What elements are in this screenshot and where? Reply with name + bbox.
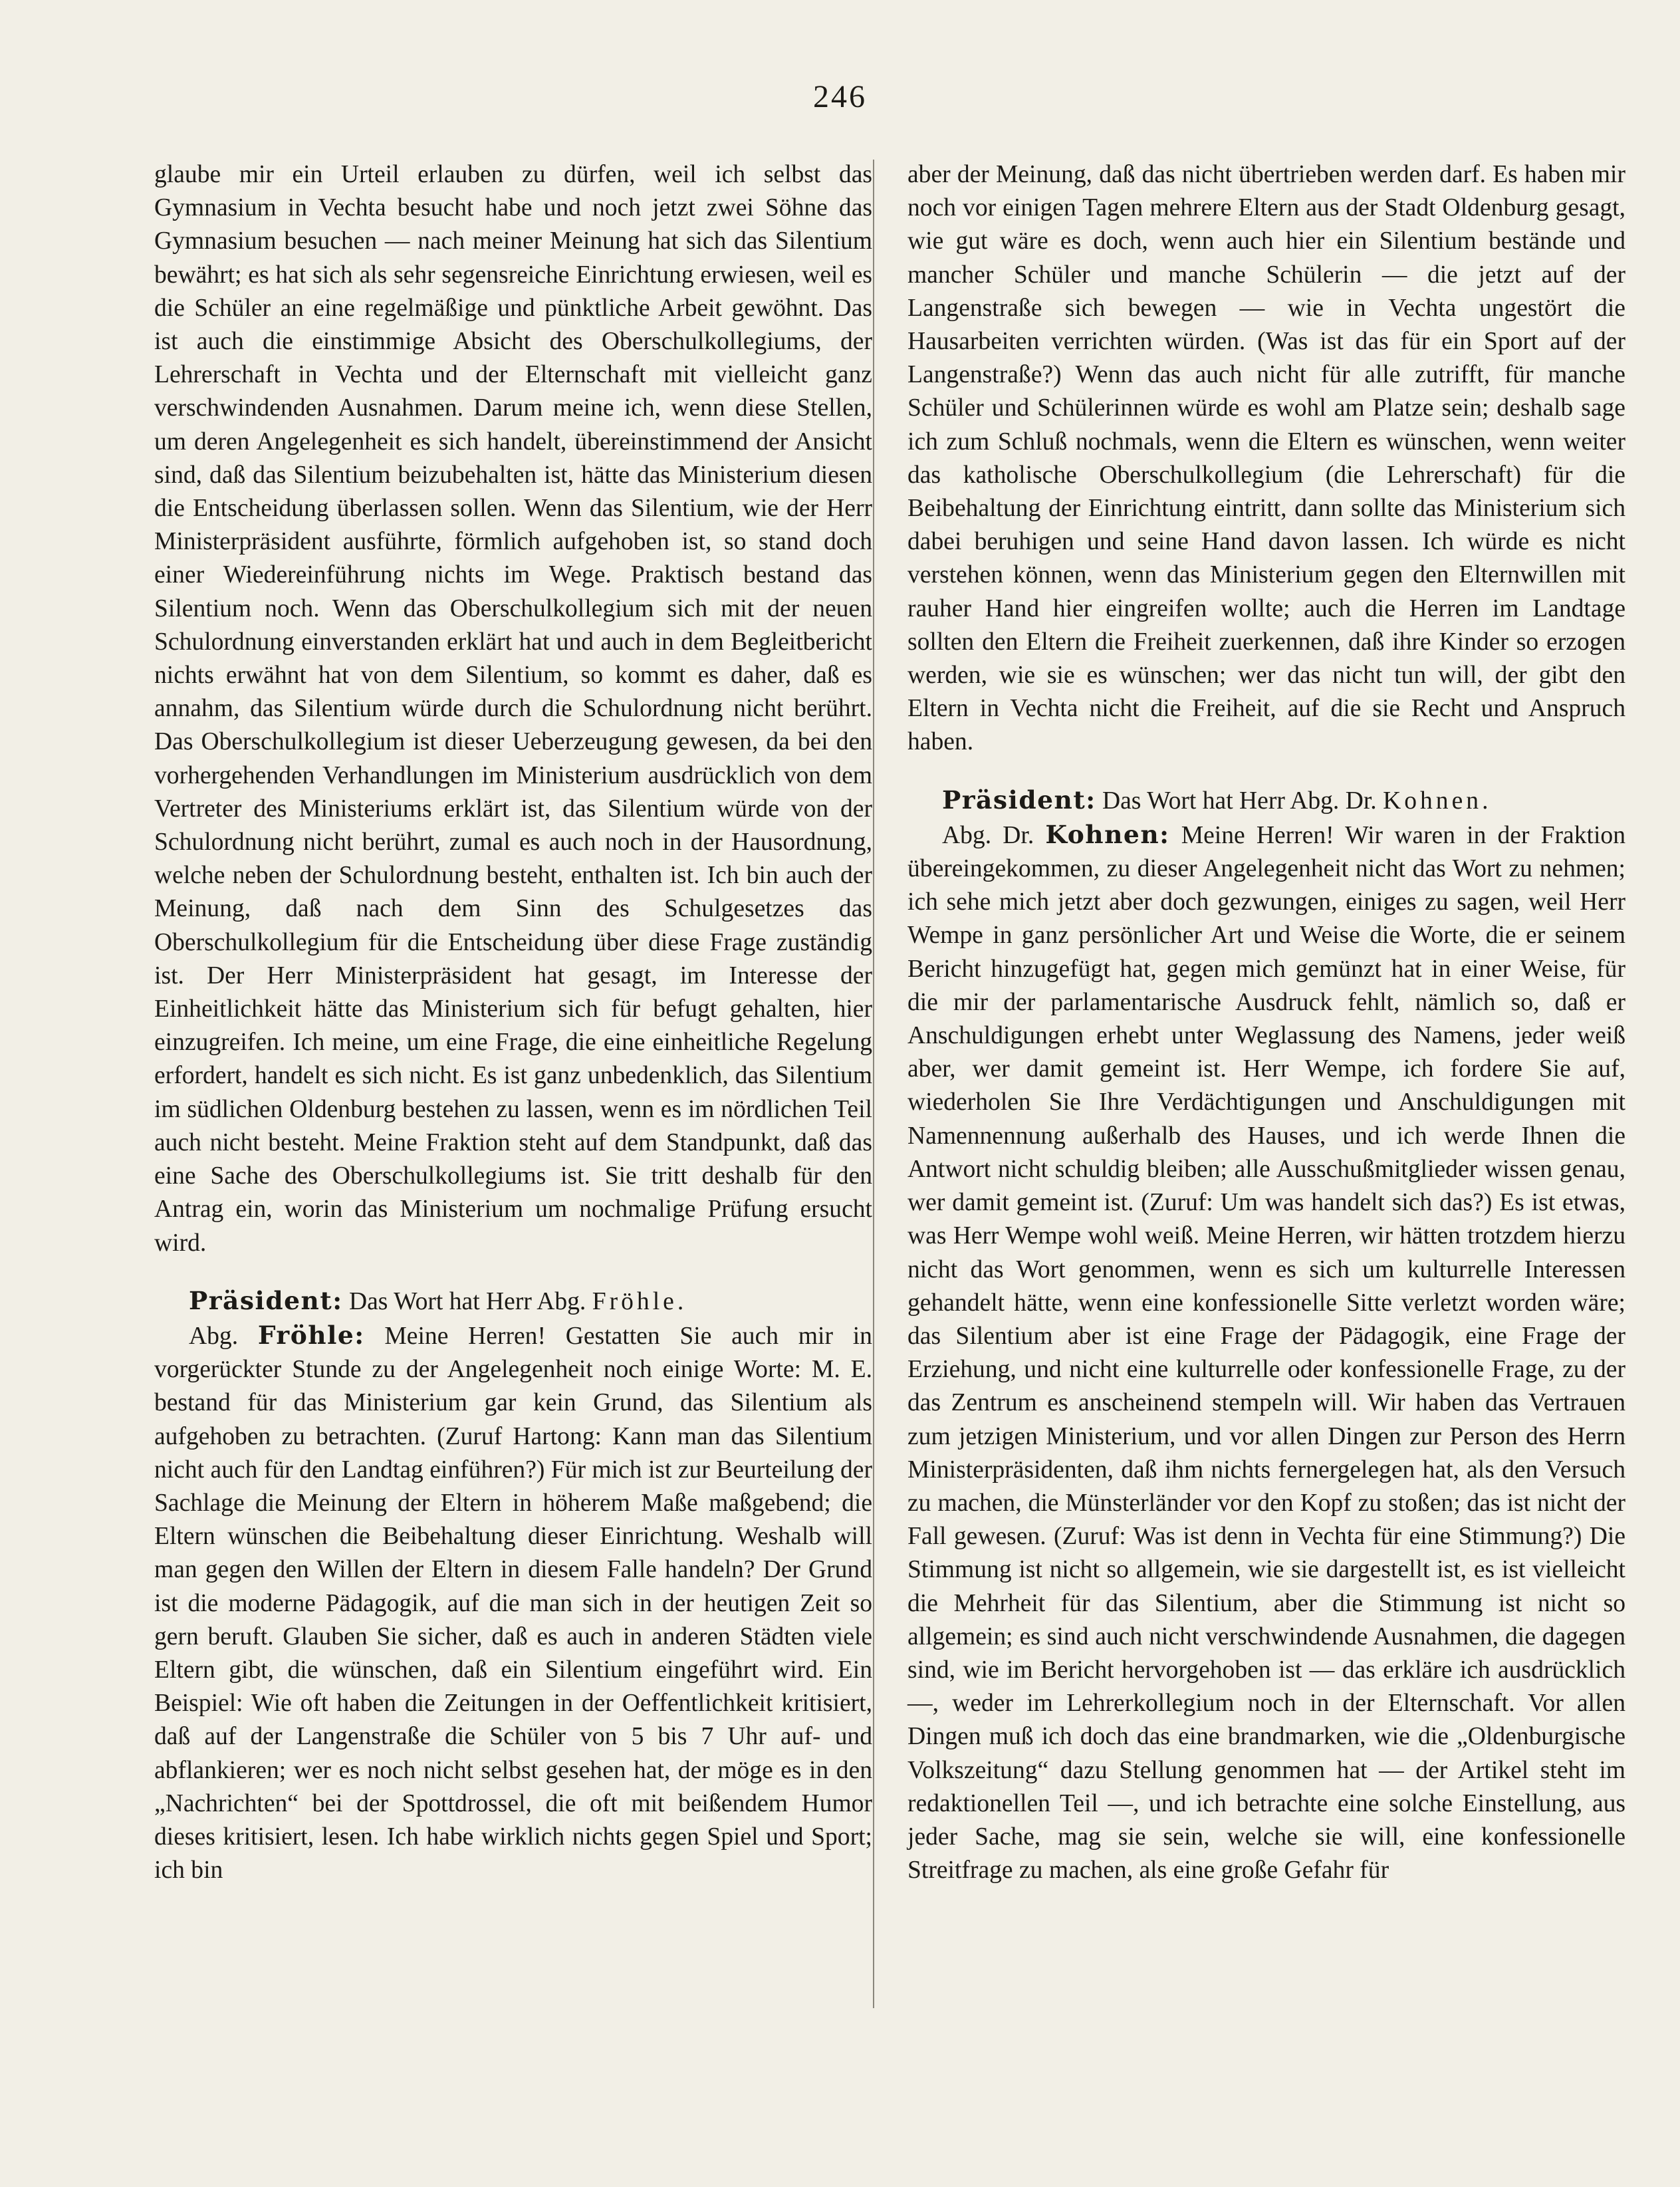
speaker-name: Kohnen. <box>1383 787 1492 815</box>
column-divider <box>873 160 874 2008</box>
paragraph-right-1: aber der Meinung, daß das nicht übertrieben werden darf. Es haben mir noch vor einigen Tagen mehrere Eltern aus der Stadt Oldenburg gesagt, wie gut wäre es doch, wenn auch hier ein Silentium bestände und mancher Schüler und manche Schülerin — die jetzt auf der Langenstraße sich bewegen — wie in Vechta ungestört die Hausarbeiten verrichten würden. (Was ist das für ein Sport auf der Langenstraße?) Wenn das auch nicht für alle zutrifft, für manche Schüler und Schülerinnen würde es wohl am Platze sein; deshalb sage ich zum Schluß nochmals, wenn die Eltern es wünschen, wenn weiter das katholische Oberschulkollegium (die Lehrerschaft) für die Beibehaltung der Einrichtung eintritt, dann sollte das Ministerium sich dabei beruhigen und seine Hand davon lassen. Ich würde es nicht verstehen können, wenn das Ministerium gegen den Elternwillen mit rauher Hand hier eingreifen wollte; auch die Herren im Landtage sollten den Eltern die Freiheit zuerkennen, daß ihre Kinder so erzogen werden, wie sie es wünschen; wer das nicht tun will, der gibt den Eltern in Vechta nicht die Freiheit, auf die sie Recht und Anspruch haben. <box>907 161 1625 756</box>
speaker-prefix: Abg. Dr. <box>942 821 1034 849</box>
paragraph-left-1: glaube mir ein Urteil erlauben zu dürfen, weil ich selbst das Gymnasium in Vechta besucht habe und noch jetzt zwei Söhne das Gymnasium besuchen — nach meiner Meinung hat sich das Silentium bewährt; es hat sich als sehr segensreiche Einrichtung erwiesen, weil es die Schüler an eine regelmäßige und pünktliche Arbeit gewöhnt. Das ist auch die einstimmige Absicht des Oberschulkollegiums, der Lehrerschaft in Vechta und der Elternschaft mit vielleicht ganz verschwindenden Ausnahmen. Darum meine ich, wenn diese Stellen, um deren Angelegenheit es sich handelt, übereinstimmend der Ansicht sind, daß das Silentium beizubehalten ist, hätte das Ministerium diesen die Entscheidung überlassen sollen. Wenn das Silentium, wie der Herr Ministerpräsident ausführte, förmlich aufgehoben ist, so stand doch einer Wiedereinführung nichts im Wege. Praktisch bestand das Silentium noch. Wenn das Oberschulkollegium sich mit der neuen Schulordnung einverstanden erklärt hat und auch in dem Begleitbericht nichts erwähnt hat von dem Silentium, so kommt es daher, daß es annahm, das Silentium würde durch die Schulordnung nicht berührt. Das Oberschulkollegium ist dieser Ueberzeugung gewesen, da bei den vorhergehenden Verhandlungen im Ministerium ausdrücklich von dem Vertreter des Ministeriums erklärt ist, das Silentium würde von der Schulordnung nicht berührt, zumal es auch noch in der Hausordnung, welche neben der Schulordnung besteht, enthalten ist. Ich bin auch der Meinung, daß nach dem Sinn des Schulgesetzes das Oberschulkollegium für die Entscheidung über diese Frage zuständig ist. Der Herr Ministerpräsident hat gesagt, im Interesse der Einheitlichkeit hätte das Ministerium sich für befugt gehalten, hier einzugreifen. Ich meine, um eine Frage, die eine einheitliche Regelung erfordert, handelt es sich nicht. Es ist ganz unbedenklich, das Silentium im südlichen Oldenburg bestehen zu lassen, wenn es im nördlichen Teil auch nicht besteht. Meine Fraktion steht auf dem Standpunkt, daß das eine Sache des Oberschulkollegiums ist. Sie tritt deshalb für den Antrag ein, worin das Ministerium um nochmalige Prüfung ersucht wird. <box>154 161 872 1257</box>
page-number: 246 <box>813 79 867 114</box>
speech-text: Das Wort hat Herr Abg. <box>348 1287 586 1315</box>
paragraph-left-2 <box>154 1284 872 1319</box>
paragraph-left-3 <box>154 1319 872 1887</box>
paragraph-right-3 <box>907 818 1625 1888</box>
right-column <box>907 158 1625 1887</box>
speech-text: Meine Herren! Gestatten Sie auch mir in vorgerückter Stunde zu der Angelegenheit noch einige Worte: M. E. bestand für das Ministerium gar kein Grund, das Silentium als aufgehoben zu betrachten. (Zuruf Hartong: Kann man das Silentium nicht auch für den Landtag einführen?) Für mich ist zur Beurteilung der Sachlage die Meinung der Eltern in höherem Maße maßgebend; die Eltern wünschen die Beibehaltung dieser Einrichtung. Weshalb will man gegen den Willen der Eltern in diesem Falle handeln? Der Grund ist die moderne Pädagogik, auf die man sich in der heutigen Zeit so gern beruft. Glauben Sie sicher, daß es auch in anderen Städten viele Eltern gibt, die wünschen, daß ein Silentium eingeführt wird. Ein Beispiel: Wie oft haben die Zeitungen in der Oeffentlichkeit kritisiert, daß auf der Langenstraße die Schüler von 5 bis 7 Uhr auf- und abflankieren; wer es noch nicht selbst gesehen hat, der möge es in den „Nachrichten“ bei der Spottdrossel, die oft mit beißendem Humor dieses kritisiert, lesen. Ich habe wirklich nichts gegen Spiel und Sport; ich bin <box>154 1322 873 1884</box>
paragraph-right-2 <box>907 783 1625 818</box>
speaker-prefix: Abg. <box>189 1322 239 1350</box>
speaker-name: Fröhle. <box>592 1287 687 1315</box>
speaker-label: Fröhle: <box>257 1320 365 1350</box>
speaker-label: Präsident: <box>189 1285 343 1315</box>
speaker-label: Präsident: <box>942 785 1096 815</box>
left-column <box>154 158 872 1887</box>
speaker-label: Kohnen: <box>1045 819 1170 849</box>
speech-text: Das Wort hat Herr Abg. Dr. <box>1102 787 1377 815</box>
speech-text: Meine Herren! Wir waren in der Fraktion übereingekommen, zu dieser Angelegenheit nicht das Wort zu nehmen; ich sehe mich jetzt aber doch gezwungen, einiges zu sagen, weil Herr Wempe in ganz persönlicher Art und Weise die Worte, die er seinem Bericht hinzugefügt hat, gegen mich gemünzt hat in einer Weise, für die mir der parlamentarische Ausdruck fehlt, nämlich so, daß er Anschuldigungen erhebt unter Weglassung des Namens, jeder weiß aber, wer damit gemeint ist. Herr Wempe, ich fordere Sie auf, wiederholen Sie Ihre Verdächtigungen und Anschuldigungen mit Namennennung außerhalb des Hauses, und ich werde Ihnen die Antwort nicht schuldig bleiben; alle Ausschußmitglieder wissen genau, wer damit gemeint ist. (Zuruf: Um was handelt sich das?) Es ist etwas, was Herr Wempe wohl weiß. Meine Herren, wir hätten trotzdem hierzu nicht das Wort genommen, wenn es sich um kulturrelle Interessen gehandelt hätte, wenn eine konfessionelle Sitte verletzt worden wäre; das Silentium aber ist eine Frage der Pädagogik, eine Frage der Erziehung, und nicht eine kulturrelle oder konfessionelle Frage, zu der das Zentrum es anscheinend stempeln will. Wir haben das Vertrauen zum jetzigen Ministerium, und vor allen Dingen zur Person des Herrn Ministerpräsidenten, daß ihm nichts fernergelegen hat, als den Versuch zu machen, die Münsterländer vor den Kopf zu stoßen; das ist nicht der Fall gewesen. (Zuruf: Was ist denn in Vechta für eine Stimmung?) Die Stimmung ist nicht so allgemein, wie sie dargestellt ist, es ist vielleicht die Mehrheit für das Silentium, aber die Stimmung ist nicht so allgemein; es sind auch nicht verschwindende Ausnahmen, die dagegen sind, wie im Bericht hervorgehoben ist — das erkläre ich ausdrücklich —, weder im Lehrerkollegium noch in der Elternschaft. Vor allen Dingen muß ich doch das eine brandmarken, wie die „Oldenburgische Volkszeitung“ dazu Stellung genommen hat — der Artikel steht im redaktionellen Teil —, und ich betrachte eine solche Einstellung, aus jeder Sache, mag sie sein, welche sie will, eine konfessionelle Streitfrage zu machen, als eine große Gefahr für <box>907 821 1625 1884</box>
